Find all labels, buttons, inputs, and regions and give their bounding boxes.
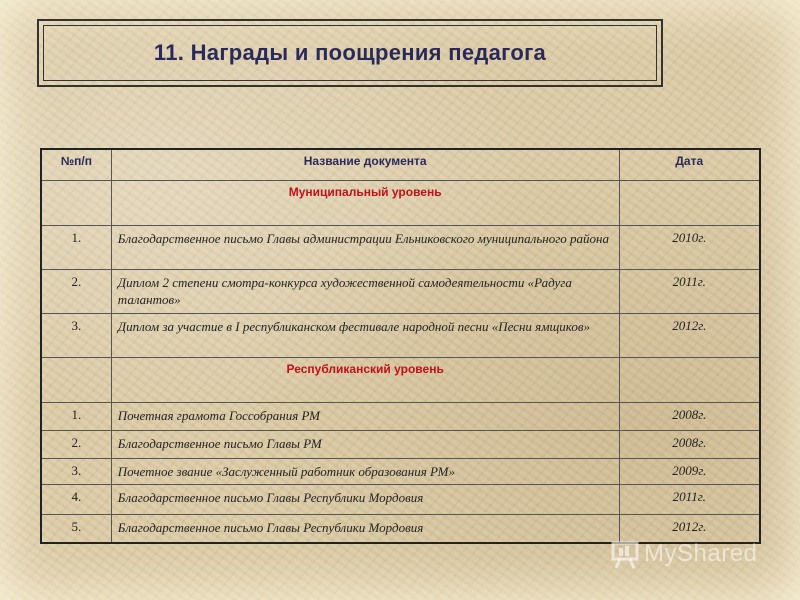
header-number: №п/п [41, 149, 111, 181]
row-number: 2. [41, 270, 111, 314]
row-date: 2008г. [619, 403, 760, 431]
row-number: 1. [41, 403, 111, 431]
table-row [41, 226, 760, 270]
row-number: 1. [41, 226, 111, 270]
table-row [41, 270, 760, 314]
table-row [41, 459, 760, 485]
row-document-name: Диплом 2 степени смотра-конкурса художественной самодеятельности «Радуга талантов» [111, 270, 619, 314]
row-number: 2. [41, 431, 111, 459]
section-empty-cell [41, 358, 111, 403]
row-document-name: Благодарственное письмо Главы Республики Мордовия [111, 515, 619, 544]
table-header-row [41, 149, 760, 181]
row-number: 3. [41, 314, 111, 358]
watermark-text: MyShared [644, 540, 758, 567]
section-row-municipal [41, 181, 760, 226]
row-date: 2012г. [619, 515, 760, 544]
title-inner-frame [43, 25, 657, 81]
section-empty-cell [619, 358, 760, 403]
row-document-name: Диплом за участие в I республиканском фестивале народной песни «Песни ямщиков» [111, 314, 619, 358]
header-date: Дата [619, 149, 760, 181]
awards-table [40, 148, 761, 544]
section-empty-cell [41, 181, 111, 226]
table-row [41, 515, 760, 544]
header-document-name: Название документа [111, 149, 619, 181]
row-date: 2011г. [619, 270, 760, 314]
row-date: 2010г. [619, 226, 760, 270]
title-frame [37, 19, 663, 87]
row-number: 5. [41, 515, 111, 544]
presentation-board-icon [610, 537, 640, 569]
row-date: 2011г. [619, 485, 760, 515]
row-document-name: Благодарственное письмо Главы РМ [111, 431, 619, 459]
table-row [41, 431, 760, 459]
row-date: 2012г. [619, 314, 760, 358]
row-number: 3. [41, 459, 111, 485]
row-document-name: Благодарственное письмо Главы Республики Мордовия [111, 485, 619, 515]
page-title: 11. Награды и поощрения педагога [153, 40, 547, 65]
row-date: 2008г. [619, 431, 760, 459]
table-row [41, 403, 760, 431]
row-document-name: Почетное звание «Заслуженный работник образования РМ» [111, 459, 619, 485]
row-document-name: Благодарственное письмо Главы администрации Ельниковского муниципального района [111, 226, 619, 270]
row-number: 4. [41, 485, 111, 515]
table-row [41, 314, 760, 358]
section-label-municipal: Муниципальный уровень [111, 181, 619, 226]
table-row [41, 485, 760, 515]
section-label-republican: Республиканский уровень [111, 358, 619, 403]
row-date: 2009г. [619, 459, 760, 485]
section-empty-cell [619, 181, 760, 226]
row-document-name: Почетная грамота Госсобрания РМ [111, 403, 619, 431]
section-row-republican [41, 358, 760, 403]
